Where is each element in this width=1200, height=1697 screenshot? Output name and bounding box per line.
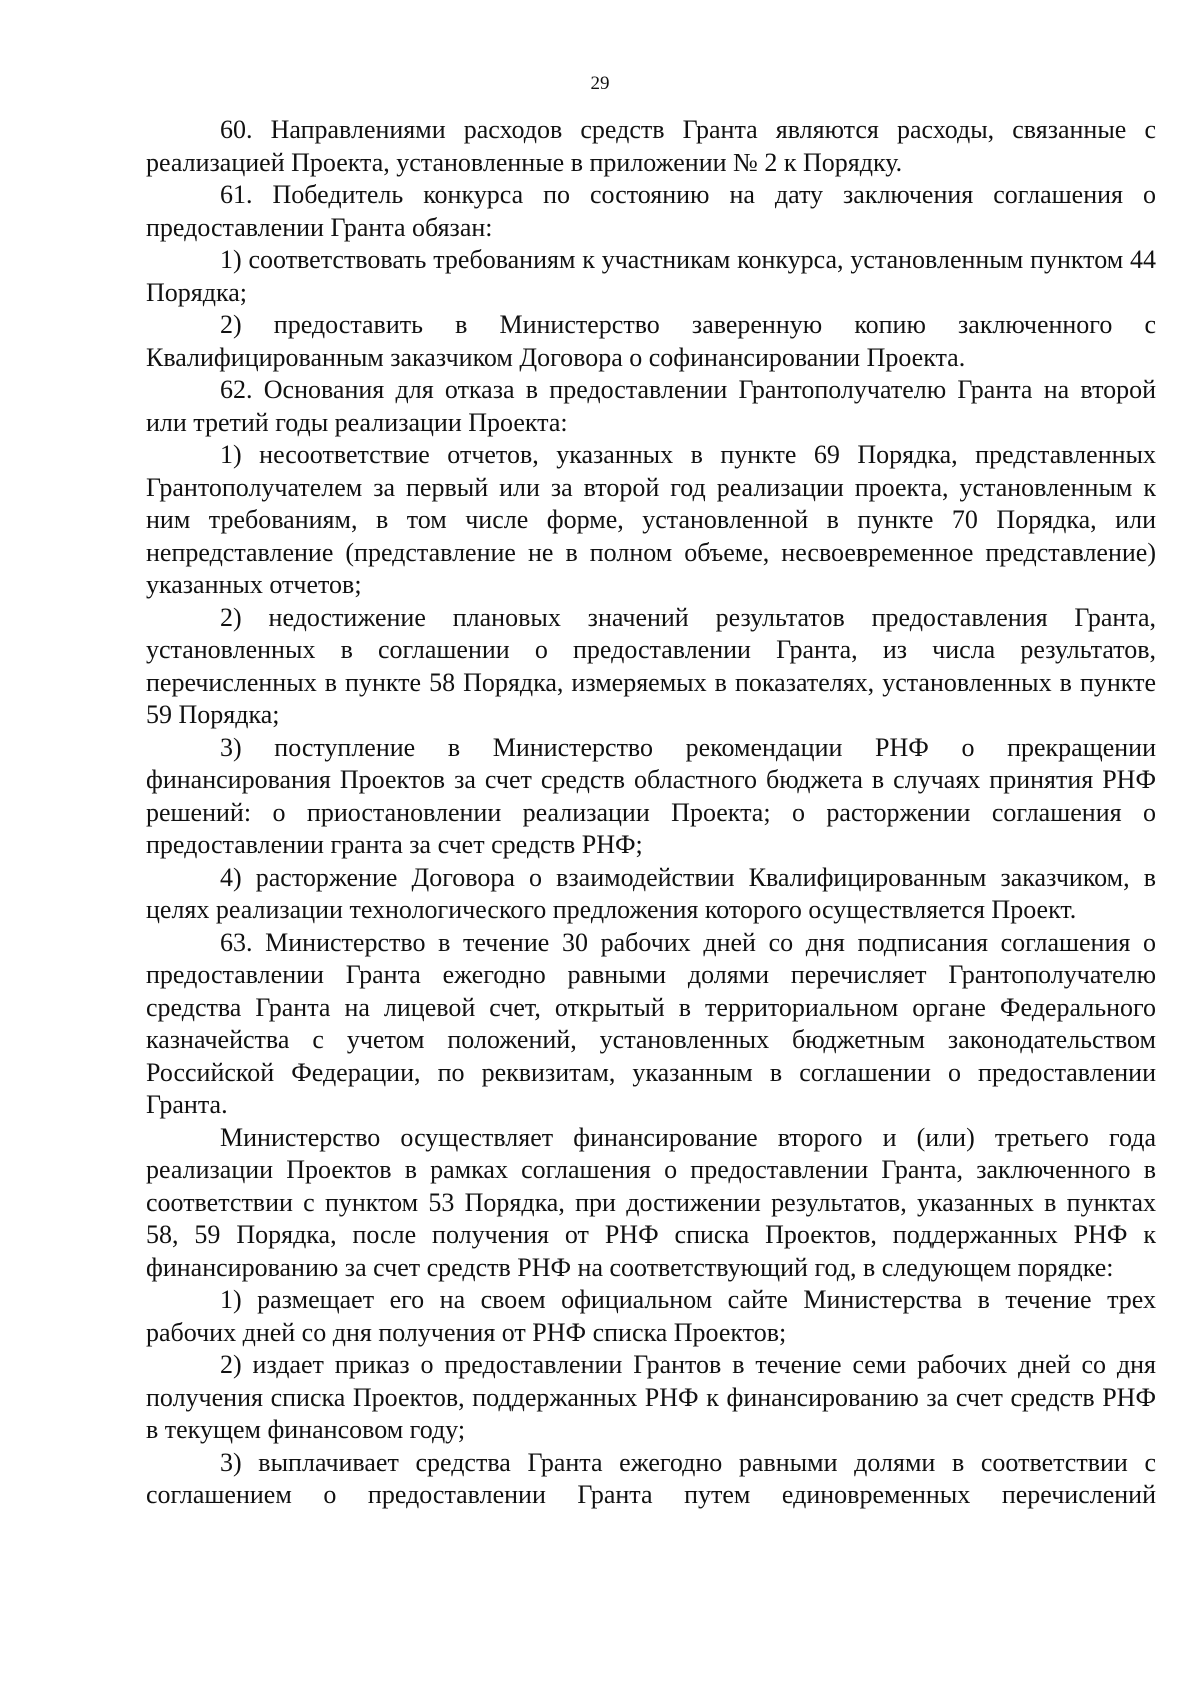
- paragraph-61-item-1: 1) соответствовать требованиям к участникам конкурса, установленным пунктом 44 Порядка;: [146, 245, 1156, 307]
- paragraph-60: 60. Направлениями расходов средств Гранта являются расходы, связанные с реализацией Проекта, установленные в приложении № 2 к Порядку.: [146, 115, 1156, 177]
- document-body: [146, 114, 1156, 1512]
- paragraph-63-item-2: 2) издает приказ о предоставлении Грантов в течение семи рабочих дней со дня получения списка Проектов, поддержанных РНФ к финансированию за счет средств РНФ в текущем финансовом году;: [146, 1350, 1156, 1444]
- paragraph-63-item-1: 1) размещает его на своем официальном сайте Министерства в течение трех рабочих дней со дня получения от РНФ списка Проектов;: [146, 1285, 1156, 1347]
- paragraph-62-item-1: 1) несоответствие отчетов, указанных в пункте 69 Порядка, представленных Грантополучателем за первый или за второй год реализации проекта, установленным к ним требованиям, в том числе форме, установленной в пункте 70 Порядка, или непредставление (представление не в полном объеме, несвоевременное представление) указанных отчетов;: [146, 440, 1156, 599]
- paragraph-61: 61. Победитель конкурса по состоянию на дату заключения соглашения о предоставлении Гранта обязан:: [146, 180, 1156, 242]
- paragraph-61-item-2: 2) предоставить в Министерство заверенную копию заключенного с Квалифицированным заказчиком Договора о софинансировании Проекта.: [146, 310, 1156, 372]
- paragraph-63: 63. Министерство в течение 30 рабочих дней со дня подписания соглашения о предоставлении Гранта ежегодно равными долями перечисляет Грантополучателю средства Гранта на лицевой счет, открытый в территориальном органе Федерального казначейства с учетом положений, установленных бюджетным законодательством Российской Федерации, по реквизитам, указанным в соглашении о предоставлении Гранта.: [146, 927, 1156, 1119]
- paragraph-62-item-3: 3) поступление в Министерство рекомендации РНФ о прекращении финансирования Проектов за счет средств областного бюджета в случаях принятия РНФ решений: о приостановлении реализации Проекта; о расторжении соглашения о предоставлении гранта за счет средств РНФ;: [146, 732, 1156, 859]
- paragraph-63-continuation: Министерство осуществляет финансирование второго и (или) третьего года реализации Проектов в рамках соглашения о предоставлении Гранта, заключенного в соответствии с пунктом 53 Порядка, при достижении результатов, указанных в пунктах 58, 59 Порядка, после получения от РНФ списка Проектов, поддержанных РНФ к финансированию за счет средств РНФ на соответствующий год, в следующем порядке:: [146, 1122, 1156, 1282]
- paragraph-62: 62. Основания для отказа в предоставлении Грантополучателю Гранта на второй или третий годы реализации Проекта:: [146, 375, 1156, 437]
- page-number: 29: [590, 73, 610, 94]
- paragraph-62-item-4: 4) расторжение Договора о взаимодействии Квалифицированным заказчиком, в целях реализации технологического предложения которого осуществляется Проект.: [146, 862, 1156, 924]
- paragraph-63-item-3: 3) выплачивает средства Гранта ежегодно равными долями в соответствии с соглашением о предоставлении Гранта путем единовременных перечислений: [146, 1447, 1156, 1509]
- paragraph-62-item-2: 2) недостижение плановых значений результатов предоставления Гранта, установленных в соглашении о предоставлении Гранта, из числа результатов, перечисленных в пункте 58 Порядка, измеряемых в показателях, установленных в пункте 59 Порядка;: [146, 602, 1156, 729]
